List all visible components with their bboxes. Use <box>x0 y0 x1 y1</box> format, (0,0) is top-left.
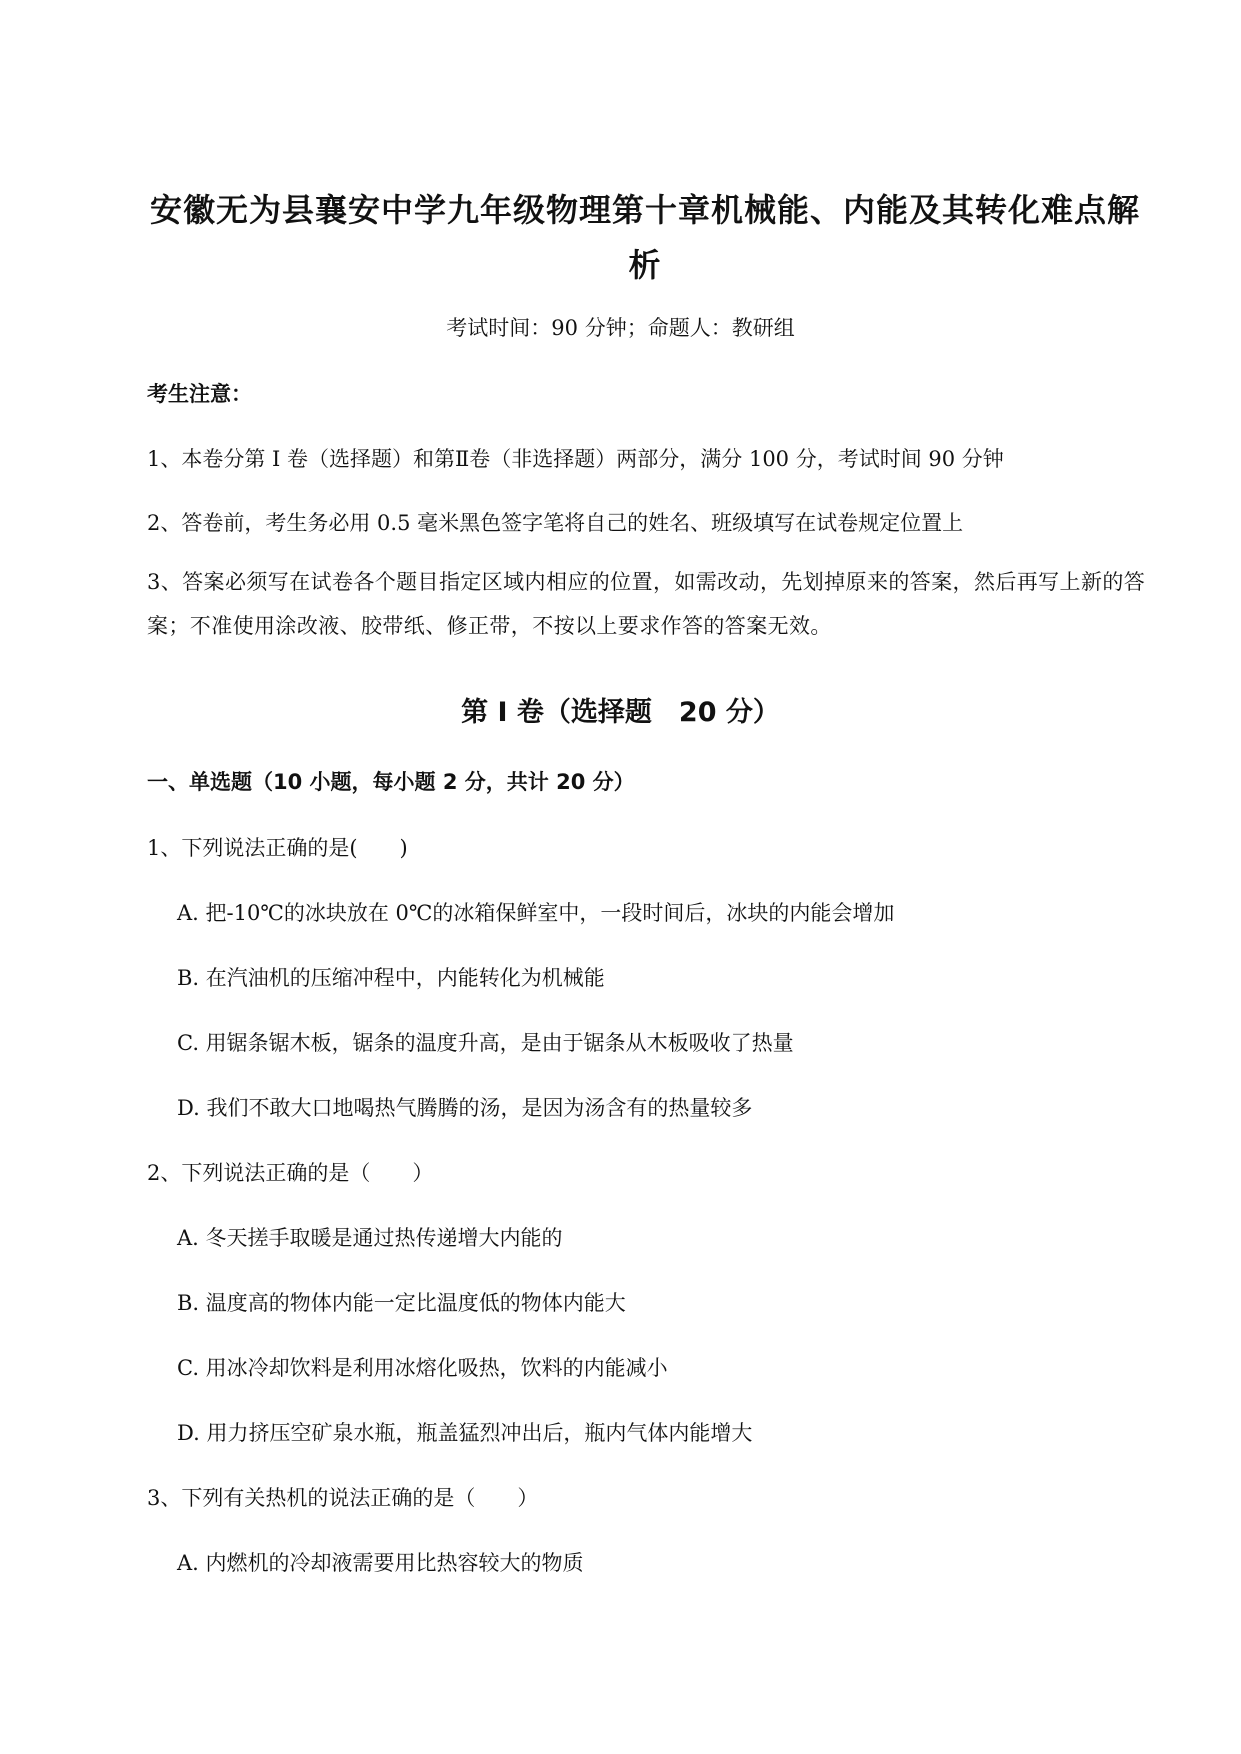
question-2-option-b: B. 温度高的物体内能一定比温度低的物体内能大 <box>177 1291 626 1315</box>
exam-title: 安徽无为县襄安中学九年级物理第十章机械能、内能及其转化难点解析 <box>149 191 1140 284</box>
question-1-option-a: A. 把-10℃的冰块放在 0℃的冰箱保鲜室中，一段时间后，冰块的内能会增加 <box>177 901 895 925</box>
notice-item-1: 1、本卷分第 I 卷（选择题）和第Ⅱ卷（非选择题）两部分，满分 100 分，考试时间 90 分钟 <box>147 447 1004 471</box>
question-1-option-d: D. 我们不敢大口地喝热气腾腾的汤，是因为汤含有的热量较多 <box>177 1096 753 1120</box>
notice-item-3: 3、答案必须写在试卷各个题目指定区域内相应的位置，如需改动，先划掉原来的答案，然后再写上新的答案；不准使用涂改液、胶带纸、修正带，不按以上要求作答的答案无效。 <box>147 570 1146 638</box>
notice-item-2: 2、答卷前，考生务必用 0.5 毫米黑色签字笔将自己的姓名、班级填写在试卷规定位置上 <box>147 511 964 535</box>
question-3-option-a: A. 内燃机的冷却液需要用比热容较大的物质 <box>177 1551 584 1575</box>
question-1-option-c: C. 用锯条锯木板，锯条的温度升高，是由于锯条从木板吸收了热量 <box>177 1031 794 1055</box>
section-title: 第 I 卷（选择题 20 分） <box>461 697 780 728</box>
question-2-option-c: C. 用冰冷却饮料是利用冰熔化吸热，饮料的内能减小 <box>177 1356 668 1380</box>
question-2-option-d: D. 用力挤压空矿泉水瓶，瓶盖猛烈冲出后，瓶内气体内能增大 <box>177 1421 753 1445</box>
notice-heading: 考生注意： <box>147 382 252 406</box>
question-1-option-b: B. 在汽油机的压缩冲程中，内能转化为机械能 <box>177 966 605 990</box>
question-1-stem: 1、下列说法正确的是( ) <box>147 836 408 860</box>
part-heading: 一、单选题（10 小题，每小题 2 分，共计 20 分） <box>147 770 635 794</box>
exam-meta: 考试时间：90 分钟；命题人：教研组 <box>446 316 795 340</box>
question-2-stem: 2、下列说法正确的是（ ） <box>147 1161 434 1185</box>
question-3-stem: 3、下列有关热机的说法正确的是（ ） <box>147 1486 539 1510</box>
question-2-option-a: A. 冬天搓手取暖是通过热传递增大内能的 <box>177 1226 563 1250</box>
